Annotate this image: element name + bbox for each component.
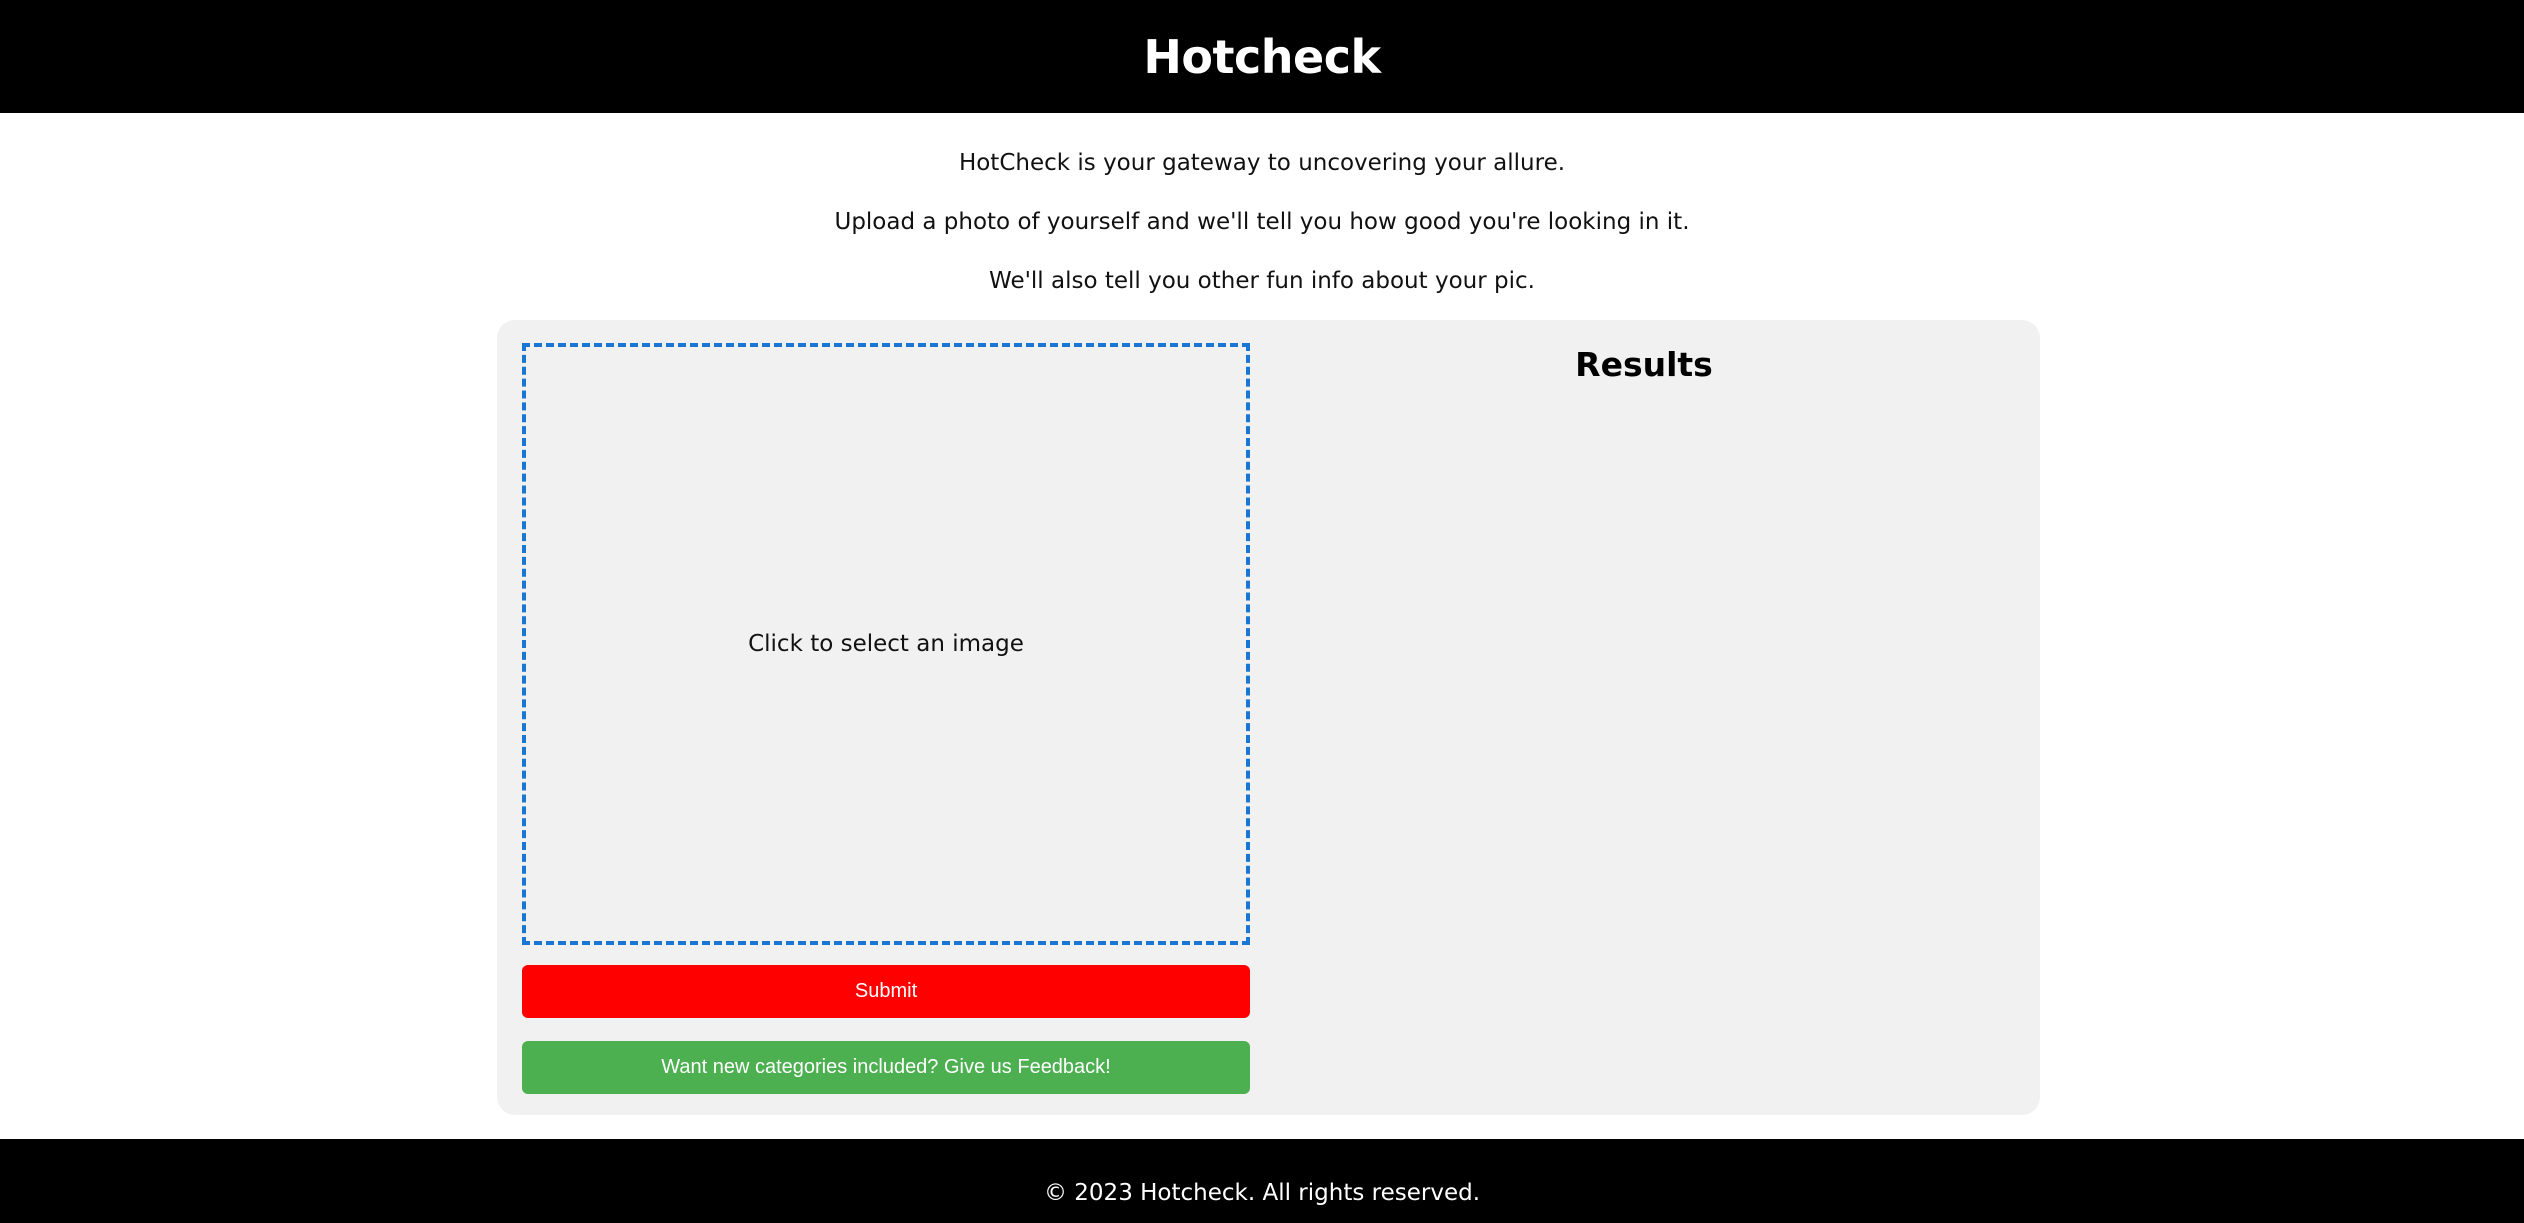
submit-button[interactable]: Submit — [522, 965, 1250, 1018]
site-title: Hotcheck — [1143, 29, 1381, 84]
site-header — [0, 0, 2524, 113]
intro-tagline: HotCheck is your gateway to uncovering your allure. — [958, 150, 1566, 176]
copyright-text: © 2023 Hotcheck. All rights reserved. — [1043, 1180, 1481, 1206]
site-footer — [0, 1139, 2524, 1223]
intro-instructions: Upload a photo of yourself and we'll tell you how good you're looking in it. — [834, 209, 1690, 235]
upload-prompt: Click to select an image — [748, 631, 1024, 657]
results-heading: Results — [1575, 345, 1713, 384]
intro-extra-info: We'll also tell you other fun info about your pic. — [989, 268, 1535, 294]
image-upload-dropzone[interactable] — [522, 343, 1250, 945]
main-panel — [497, 320, 2040, 1115]
feedback-button[interactable]: Want new categories included? Give us Feedback! — [522, 1041, 1250, 1094]
